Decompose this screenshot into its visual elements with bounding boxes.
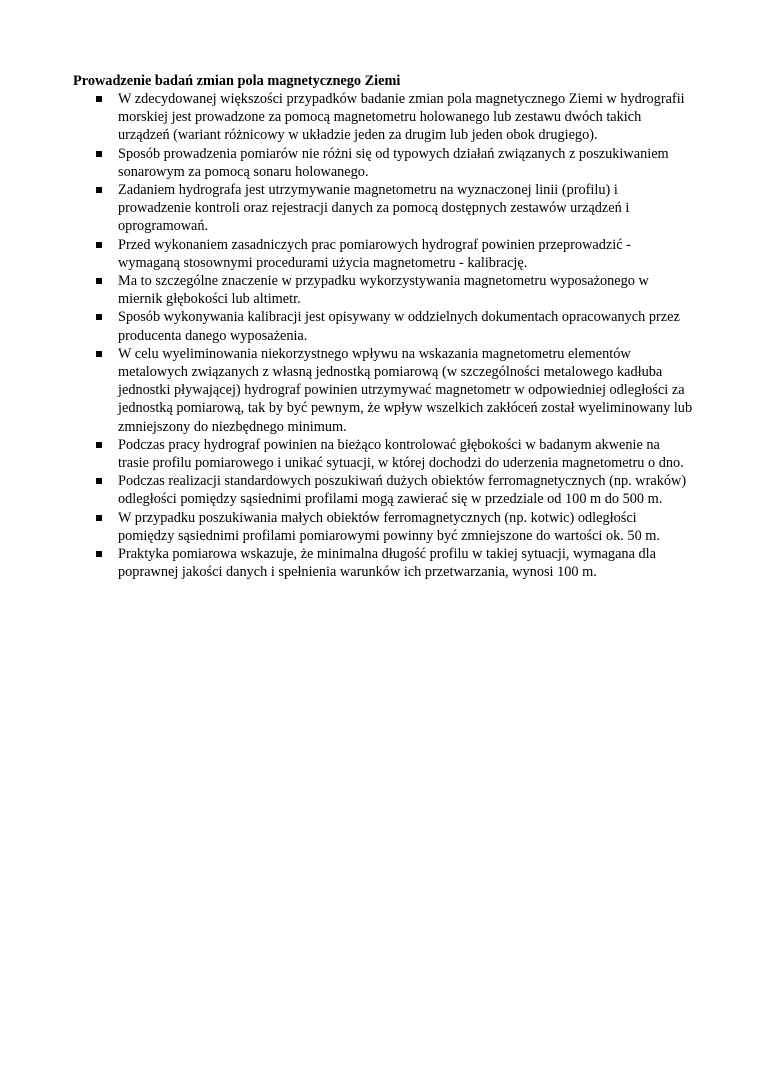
list-item xyxy=(73,436,693,472)
list-item-text: Ma to szczególne znaczenie w przypadku wykorzystywania magnetometru wyposażonego w miernik głębokości lub altimetr. xyxy=(118,273,649,308)
list-item-text: Sposób wykonywania kalibracji jest opisywany w oddzielnych dokumentach opracowanych przez producenta danego wyposażenia. xyxy=(118,309,680,344)
list-item-text: W celu wyeliminowania niekorzystnego wpływu na wskazania magnetometru elementów metalowych związanych z własną jednostką pomiarową (w szczególności metalowego kadłuba jednostki pływającej) hydrograf powinien utrzymywać magnetometr w odpowiedniej odległości za jednostką pomiarową, tak by być pewnym, że wpływ wszelkich zakłóceń został wyeliminowany lub zmniejszony do niezbędnego minimum. xyxy=(118,345,693,435)
list-item xyxy=(73,509,693,545)
bullet-list xyxy=(73,90,693,581)
square-bullet-icon xyxy=(96,314,102,320)
list-item xyxy=(73,272,693,308)
list-item xyxy=(73,236,693,272)
list-item-text: Podczas realizacji standardowych poszukiwań dużych obiektów ferromagnetycznych (np. wraków) odległości pomiędzy sąsiednimi profilami mogą zawierać się w przedziale od 100 m do 500 m. xyxy=(118,473,687,508)
list-item xyxy=(73,308,693,344)
document-content xyxy=(73,72,693,581)
square-bullet-icon xyxy=(96,351,102,357)
square-bullet-icon xyxy=(96,151,102,157)
list-item xyxy=(73,345,693,436)
list-item xyxy=(73,472,693,508)
square-bullet-icon xyxy=(96,242,102,248)
list-item-text: W zdecydowanej większości przypadków badanie zmian pola magnetycznego Ziemi w hydrografii morskiej jest prowadzone za pomocą magnetometru holowanego lub zestawu dwóch takich urządzeń (wariant różnicowy w układzie jeden za drugim lub jeden obok drugiego). xyxy=(118,91,685,144)
list-item-text: Praktyka pomiarowa wskazuje, że minimalna długość profilu w takiej sytuacji, wymagana dla poprawnej jakości danych i spełnienia warunków ich przetwarzania, wynosi 100 m. xyxy=(118,546,656,581)
square-bullet-icon xyxy=(96,551,102,557)
square-bullet-icon xyxy=(96,442,102,448)
list-item-text: Sposób prowadzenia pomiarów nie różni się od typowych działań związanych z poszukiwaniem sonarowym za pomocą sonaru holowanego. xyxy=(118,145,669,180)
list-item-text: Zadaniem hydrografa jest utrzymywanie magnetometru na wyznaczonej linii (profilu) i prowadzenie kontroli oraz rejestracji danych za pomocą dostępnych zestawów urządzeń i oprogramowań. xyxy=(118,182,630,235)
list-item-text: Przed wykonaniem zasadniczych prac pomiarowych hydrograf powinien przeprowadzić - wymaganą stosownymi procedurami użycia magnetometru - kalibrację. xyxy=(118,236,631,271)
list-item xyxy=(73,545,693,581)
list-item xyxy=(73,90,693,145)
list-item xyxy=(73,145,693,181)
square-bullet-icon xyxy=(96,187,102,193)
square-bullet-icon xyxy=(96,478,102,484)
square-bullet-icon xyxy=(96,96,102,102)
document-title: Prowadzenie badań zmian pola magnetycznego Ziemi xyxy=(73,73,401,89)
square-bullet-icon xyxy=(96,278,102,284)
square-bullet-icon xyxy=(96,515,102,521)
list-item-text: W przypadku poszukiwania małych obiektów ferromagnetycznych (np. kotwic) odległości pomiędzy sąsiednimi profilami pomiarowymi powinny być zmniejszone do wartości ok. 50 m. xyxy=(118,509,660,544)
list-item xyxy=(73,181,693,236)
list-item-text: Podczas pracy hydrograf powinien na bieżąco kontrolować głębokości w badanym akwenie na trasie profilu pomiarowego i unikać sytuacji, w której dochodzi do uderzenia magnetometru o dno. xyxy=(118,436,684,472)
